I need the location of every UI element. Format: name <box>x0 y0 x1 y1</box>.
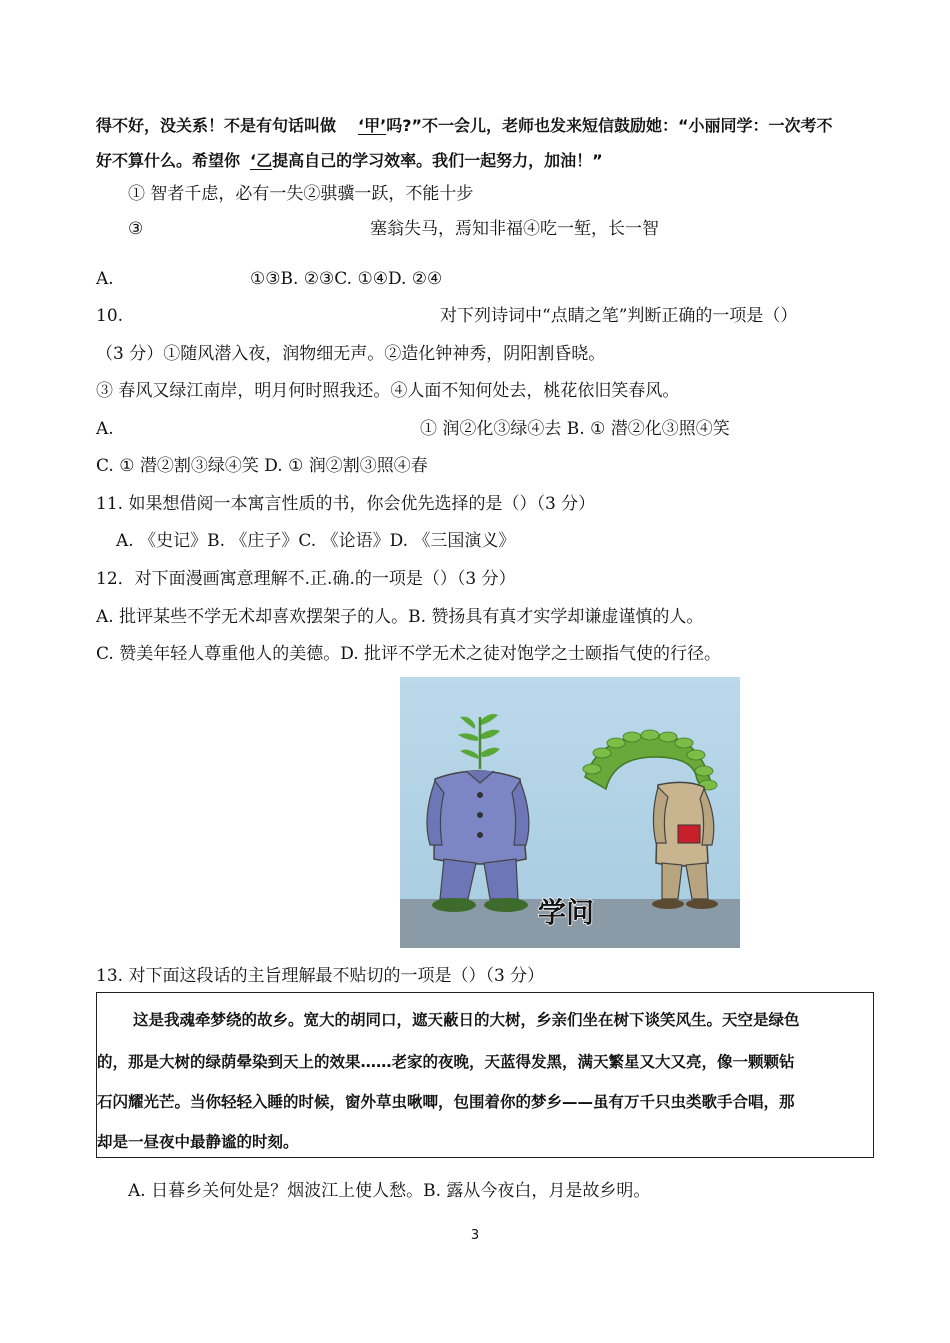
q13-options-ab: A. 日暮乡关何处是？烟波江上使人愁。B. 露从今夜白，月是故乡明。 <box>128 1181 651 1201</box>
q11-options: A. 《史记》B. 《庄子》C. 《论语》D. 《三国演义》 <box>116 531 516 551</box>
q12-stem <box>96 568 516 590</box>
passage-line: 的，那是大树的绿荫晕染到天上的效果……老家的夜晚，天蓝得发黑，满天繁星又大又亮，像一颗颗钻 <box>97 1053 795 1071</box>
passage-line: 这是我魂牵梦绕的故乡。宽大的胡同口，遮天蔽日的大树，乡亲们坐在树下谈笑风生。天空是绿色 <box>133 1011 800 1029</box>
comic-illustration <box>400 677 740 948</box>
intro-text: 好不算什么。希望你 <box>96 151 241 170</box>
q10-answer-a: A. <box>96 419 114 439</box>
intro-text: 得不好，没关系！不是有句话叫做 <box>96 116 337 135</box>
page-number: 3 <box>470 1228 480 1243</box>
q11-stem: 11. 如果想借阅一本寓言性质的书，你会优先选择的是（）（3 分） <box>96 494 596 514</box>
q10-answers-ab: ① 润②化③绿④去 B. ① 潜②化③照④笑 <box>420 419 730 439</box>
blank-yi: ‘乙 <box>250 151 273 170</box>
q13-passage-box <box>96 992 874 1158</box>
q12-emphasis: 不.正.确. <box>287 569 355 589</box>
blank-jia: ‘甲’ <box>358 116 387 135</box>
q10-number: 10. <box>96 306 124 326</box>
q10-line-3: ③ 春风又绿江南岸，明月何时照我还。④人面不知何处去，桃花依旧笑春风。 <box>96 381 680 401</box>
q13-stem: 13. 对下面这段话的主旨理解最不贴切的一项是（）（3 分） <box>96 966 545 986</box>
q9-options-3-4: 塞翁失马，焉知非福④吃一堑，长一智 <box>370 219 659 239</box>
q12-stem-text: 的一项是（）（3 分） <box>354 569 516 589</box>
q12-options-ab: A. 批评某些不学无术却喜欢摆架子的人。B. 赞扬具有真才实学却谦虚谨慎的人。 <box>96 607 704 627</box>
q10-line-2: （3 分）①随风潜入夜，润物细无声。②造化钟神秀，阴阳割昏晓。 <box>96 344 606 364</box>
q9-answers: ①③B. ②③C. ①④D. ②④ <box>250 269 443 289</box>
q10-stem: 对下列诗词中“点睛之笔”判断正确的一项是（） <box>440 306 798 326</box>
q12-options-cd: C. 赞美年轻人尊重他人的美德。D. 批评不学无术之徒对饱学之士颐指气使的行径。 <box>96 644 722 664</box>
intro-line-1 <box>96 115 833 137</box>
q9-answer-a: A. <box>96 269 114 289</box>
intro-text: 提高自己的学习效率。我们一起努力，加油！” <box>272 151 603 170</box>
q10-answers-cd: C. ① 潜②割③绿④笑 D. ① 润②割③照④春 <box>96 456 428 476</box>
comic-caption: 学问 <box>537 896 595 929</box>
passage-line: 却是一昼夜中最静谧的时刻。 <box>97 1133 299 1151</box>
q9-option-3-mark: ③ <box>128 219 144 239</box>
q12-stem-text: 12．对下面漫画寓意理解 <box>96 569 288 589</box>
intro-line-2 <box>96 150 603 172</box>
passage-line: 石闪耀光芒。当你轻轻入睡的时候，窗外草虫啾唧，包围着你的梦乡——虽有万千只虫类歌手合唱，那 <box>97 1093 795 1111</box>
q9-options-1-2: ① 智者千虑，必有一失②骐骥一跃，不能十步 <box>128 184 474 204</box>
intro-text: 吗?”不一会儿，老师也发来短信鼓励她：“小丽同学：一次考不 <box>386 116 833 135</box>
